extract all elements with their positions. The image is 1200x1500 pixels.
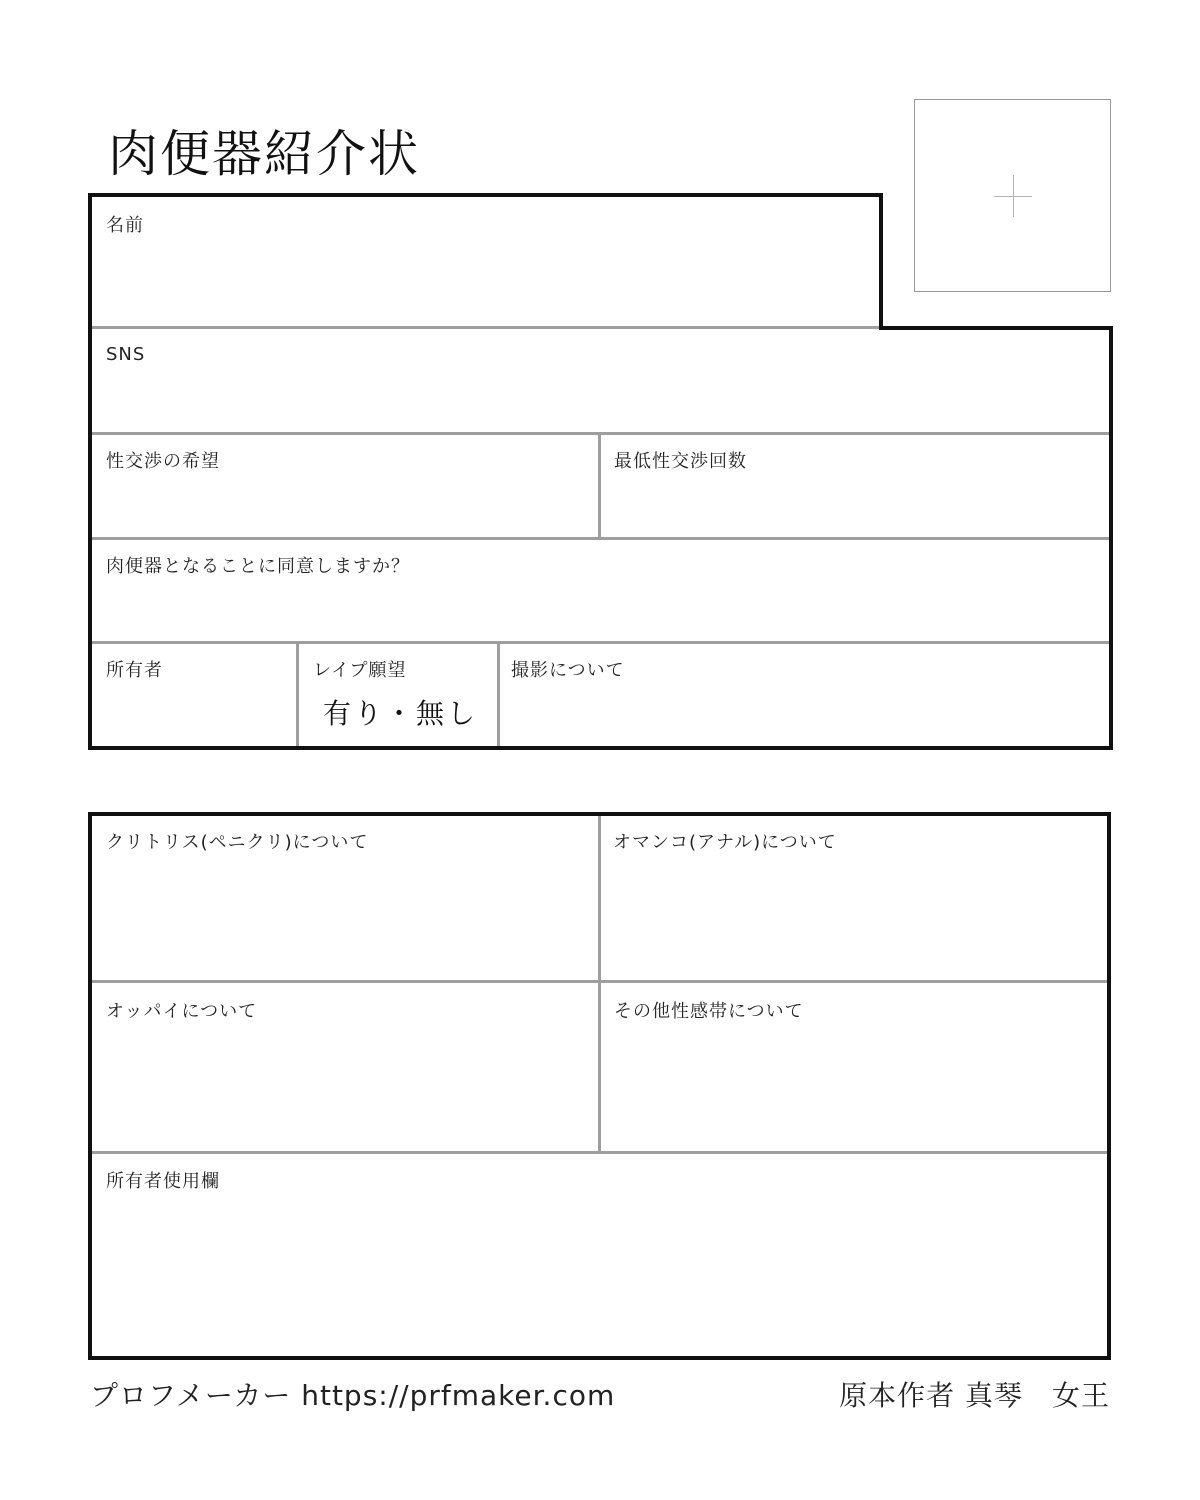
sns-label: SNS bbox=[106, 344, 146, 365]
clitoris-label: クリトリス(ペニクリ)について bbox=[106, 832, 369, 853]
vagina-field[interactable] bbox=[601, 816, 1107, 980]
rape-wish-options[interactable]: 有り・無し bbox=[323, 697, 479, 730]
page-title: 肉便器紹介状 bbox=[108, 125, 420, 183]
name-field[interactable] bbox=[92, 197, 879, 326]
consent-field[interactable] bbox=[92, 540, 1109, 641]
owner-label: 所有者 bbox=[106, 660, 163, 681]
section1-border-notch-vertical bbox=[879, 193, 883, 330]
plus-icon-vertical bbox=[1013, 175, 1014, 217]
section1-border-right bbox=[1109, 326, 1113, 750]
photo-shoot-label: 撮影について bbox=[511, 660, 625, 681]
owner-use-label: 所有者使用欄 bbox=[106, 1171, 220, 1192]
rape-wish-label: レイプ願望 bbox=[313, 660, 407, 681]
vagina-label: オマンコ(アナル)について bbox=[613, 832, 837, 853]
min-sex-label: 最低性交渉回数 bbox=[614, 451, 747, 472]
min-sex-field[interactable] bbox=[601, 435, 1109, 537]
footer-author-credit: 原本作者 真琴 女王 bbox=[839, 1379, 1110, 1412]
sns-field[interactable] bbox=[92, 330, 1109, 432]
name-label: 名前 bbox=[106, 215, 144, 236]
owner-use-field[interactable] bbox=[92, 1154, 1107, 1356]
divider bbox=[92, 326, 879, 329]
breast-field[interactable] bbox=[92, 983, 598, 1151]
erogenous-field[interactable] bbox=[601, 983, 1107, 1151]
sex-hope-field[interactable] bbox=[92, 435, 598, 537]
sex-hope-label: 性交渉の希望 bbox=[106, 451, 220, 472]
consent-label: 肉便器となることに同意しますか？ bbox=[106, 556, 410, 577]
owner-field[interactable] bbox=[92, 644, 296, 746]
clitoris-field[interactable] bbox=[92, 816, 598, 980]
erogenous-label: その他性感帯について bbox=[614, 1001, 804, 1022]
footer-maker-credit: プロフメーカー https://prfmaker.com bbox=[90, 1379, 616, 1412]
breast-label: オッパイについて bbox=[106, 1001, 258, 1022]
photo-shoot-field[interactable] bbox=[500, 644, 1109, 746]
section1-border-bottom bbox=[88, 746, 1113, 750]
